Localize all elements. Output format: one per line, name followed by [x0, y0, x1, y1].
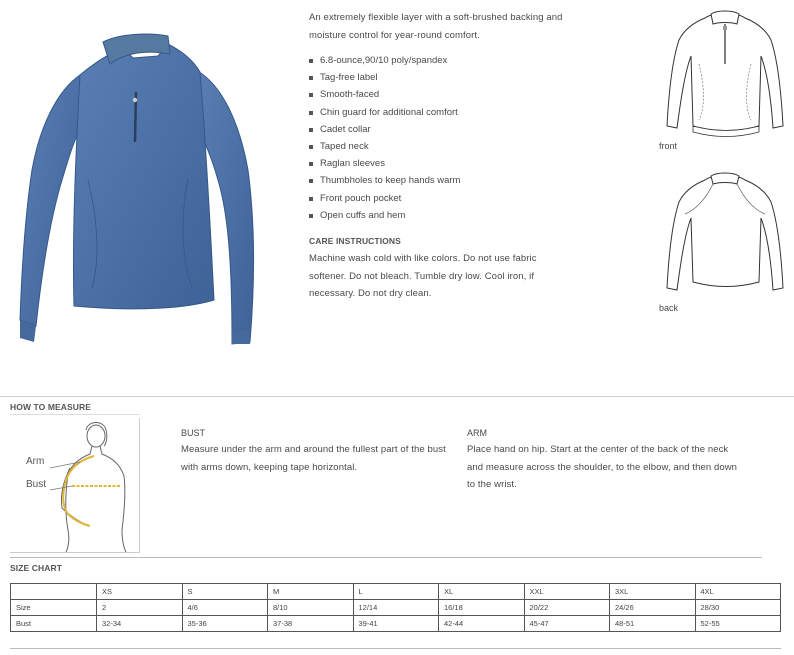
table-cell: 4/6 — [182, 600, 268, 616]
bullet-icon — [309, 145, 313, 149]
table-cell: 20/22 — [524, 600, 610, 616]
size-chart-table — [10, 583, 781, 632]
table-header-cell: L — [353, 584, 439, 600]
table-cell: 12/14 — [353, 600, 439, 616]
table-row-label: Size — [11, 600, 97, 616]
table-cell: 2 — [97, 600, 183, 616]
divider — [10, 414, 140, 415]
feature-item: Open cuffs and hem — [309, 207, 569, 224]
back-flat-icon — [665, 170, 785, 300]
feature-item: Chin guard for additional comfort — [309, 104, 569, 121]
figure-arm-label: Arm — [26, 456, 45, 467]
bullet-icon — [309, 59, 313, 63]
care-line-3: necessary. Do not dry clean. — [309, 288, 432, 299]
bullet-icon — [309, 179, 313, 183]
divider — [10, 557, 762, 558]
table-cell: 32-34 — [97, 616, 183, 632]
feature-item: 6.8-ounce,90/10 poly/spandex — [309, 52, 569, 69]
table-header-cell: XL — [439, 584, 525, 600]
table-header-cell: XXL — [524, 584, 610, 600]
pullover-image — [18, 30, 263, 350]
front-flat-sketch — [665, 8, 785, 138]
arm-line-1: Place hand on hip. Start at the center of the back of the neck — [467, 444, 729, 455]
bullet-icon — [309, 93, 313, 97]
feature-list — [309, 52, 569, 224]
bullet-icon — [309, 76, 313, 80]
arm-line-2: and measure across the shoulder, to the elbow, and then down — [467, 461, 738, 473]
table-cell: 39-41 — [353, 616, 439, 632]
feature-item: Taped neck — [309, 138, 569, 155]
care-line-1: Machine wash cold with like colors. Do not use fabric — [309, 253, 537, 264]
feature-item: Tag-free label — [309, 69, 569, 86]
care-instructions-title: CARE INSTRUCTIONS — [309, 236, 401, 246]
divider — [10, 648, 781, 649]
table-row-label: Bust — [11, 616, 97, 632]
intro-line-1: An extremely flexible layer with a soft-brushed backing and — [309, 12, 563, 23]
bullet-icon — [309, 214, 313, 218]
care-line-2: softener. Do not bleach. Tumble dry low. Cool iron, if — [309, 270, 535, 282]
divider — [0, 396, 794, 397]
measure-figure — [10, 418, 140, 553]
table-header-cell: S — [182, 584, 268, 600]
table-header-cell: M — [268, 584, 354, 600]
intro-line-2: moisture control for year-round comfort. — [309, 29, 480, 41]
table-cell: 24/26 — [610, 600, 696, 616]
back-flat-sketch — [665, 170, 785, 300]
table-cell: 37-38 — [268, 616, 354, 632]
bullet-icon — [309, 128, 313, 132]
feature-item: Thumbholes to keep hands warm — [309, 172, 569, 189]
bullet-icon — [309, 111, 313, 115]
bust-title: BUST — [181, 428, 206, 438]
table-header-cell: 3XL — [610, 584, 696, 600]
table-row — [11, 600, 781, 616]
arm-title: ARM — [467, 428, 487, 438]
table-header-cell — [11, 584, 97, 600]
arm-line-3: to the wrist. — [467, 479, 517, 490]
feature-item: Front pouch pocket — [309, 190, 569, 207]
bullet-icon — [309, 162, 313, 166]
bust-line-1: Measure under the arm and around the fullest part of the bust — [181, 444, 446, 455]
table-cell: 42-44 — [439, 616, 525, 632]
table-cell: 8/10 — [268, 600, 354, 616]
size-chart-title: SIZE CHART — [10, 563, 62, 573]
back-label: back — [659, 303, 679, 313]
bullet-icon — [309, 197, 313, 201]
table-cell: 45-47 — [524, 616, 610, 632]
figure-bust-label: Bust — [26, 479, 47, 490]
table-cell: 52-55 — [695, 616, 781, 632]
table-header-cell: XS — [97, 584, 183, 600]
table-header-cell: 4XL — [695, 584, 781, 600]
table-row — [11, 616, 781, 632]
table-cell: 16/18 — [439, 600, 525, 616]
how-to-measure-title: HOW TO MEASURE — [10, 402, 92, 412]
table-row — [11, 584, 781, 600]
feature-item: Raglan sleeves — [309, 155, 569, 172]
bust-line-2: with arms down, keeping tape horizontal. — [181, 461, 358, 473]
feature-item: Smooth-faced — [309, 86, 569, 103]
table-cell: 48-51 — [610, 616, 696, 632]
front-flat-icon — [665, 8, 785, 138]
product-photo — [18, 30, 263, 350]
front-label: front — [659, 141, 678, 151]
table-cell: 35-36 — [182, 616, 268, 632]
feature-item: Cadet collar — [309, 121, 569, 138]
table-cell: 28/30 — [695, 600, 781, 616]
